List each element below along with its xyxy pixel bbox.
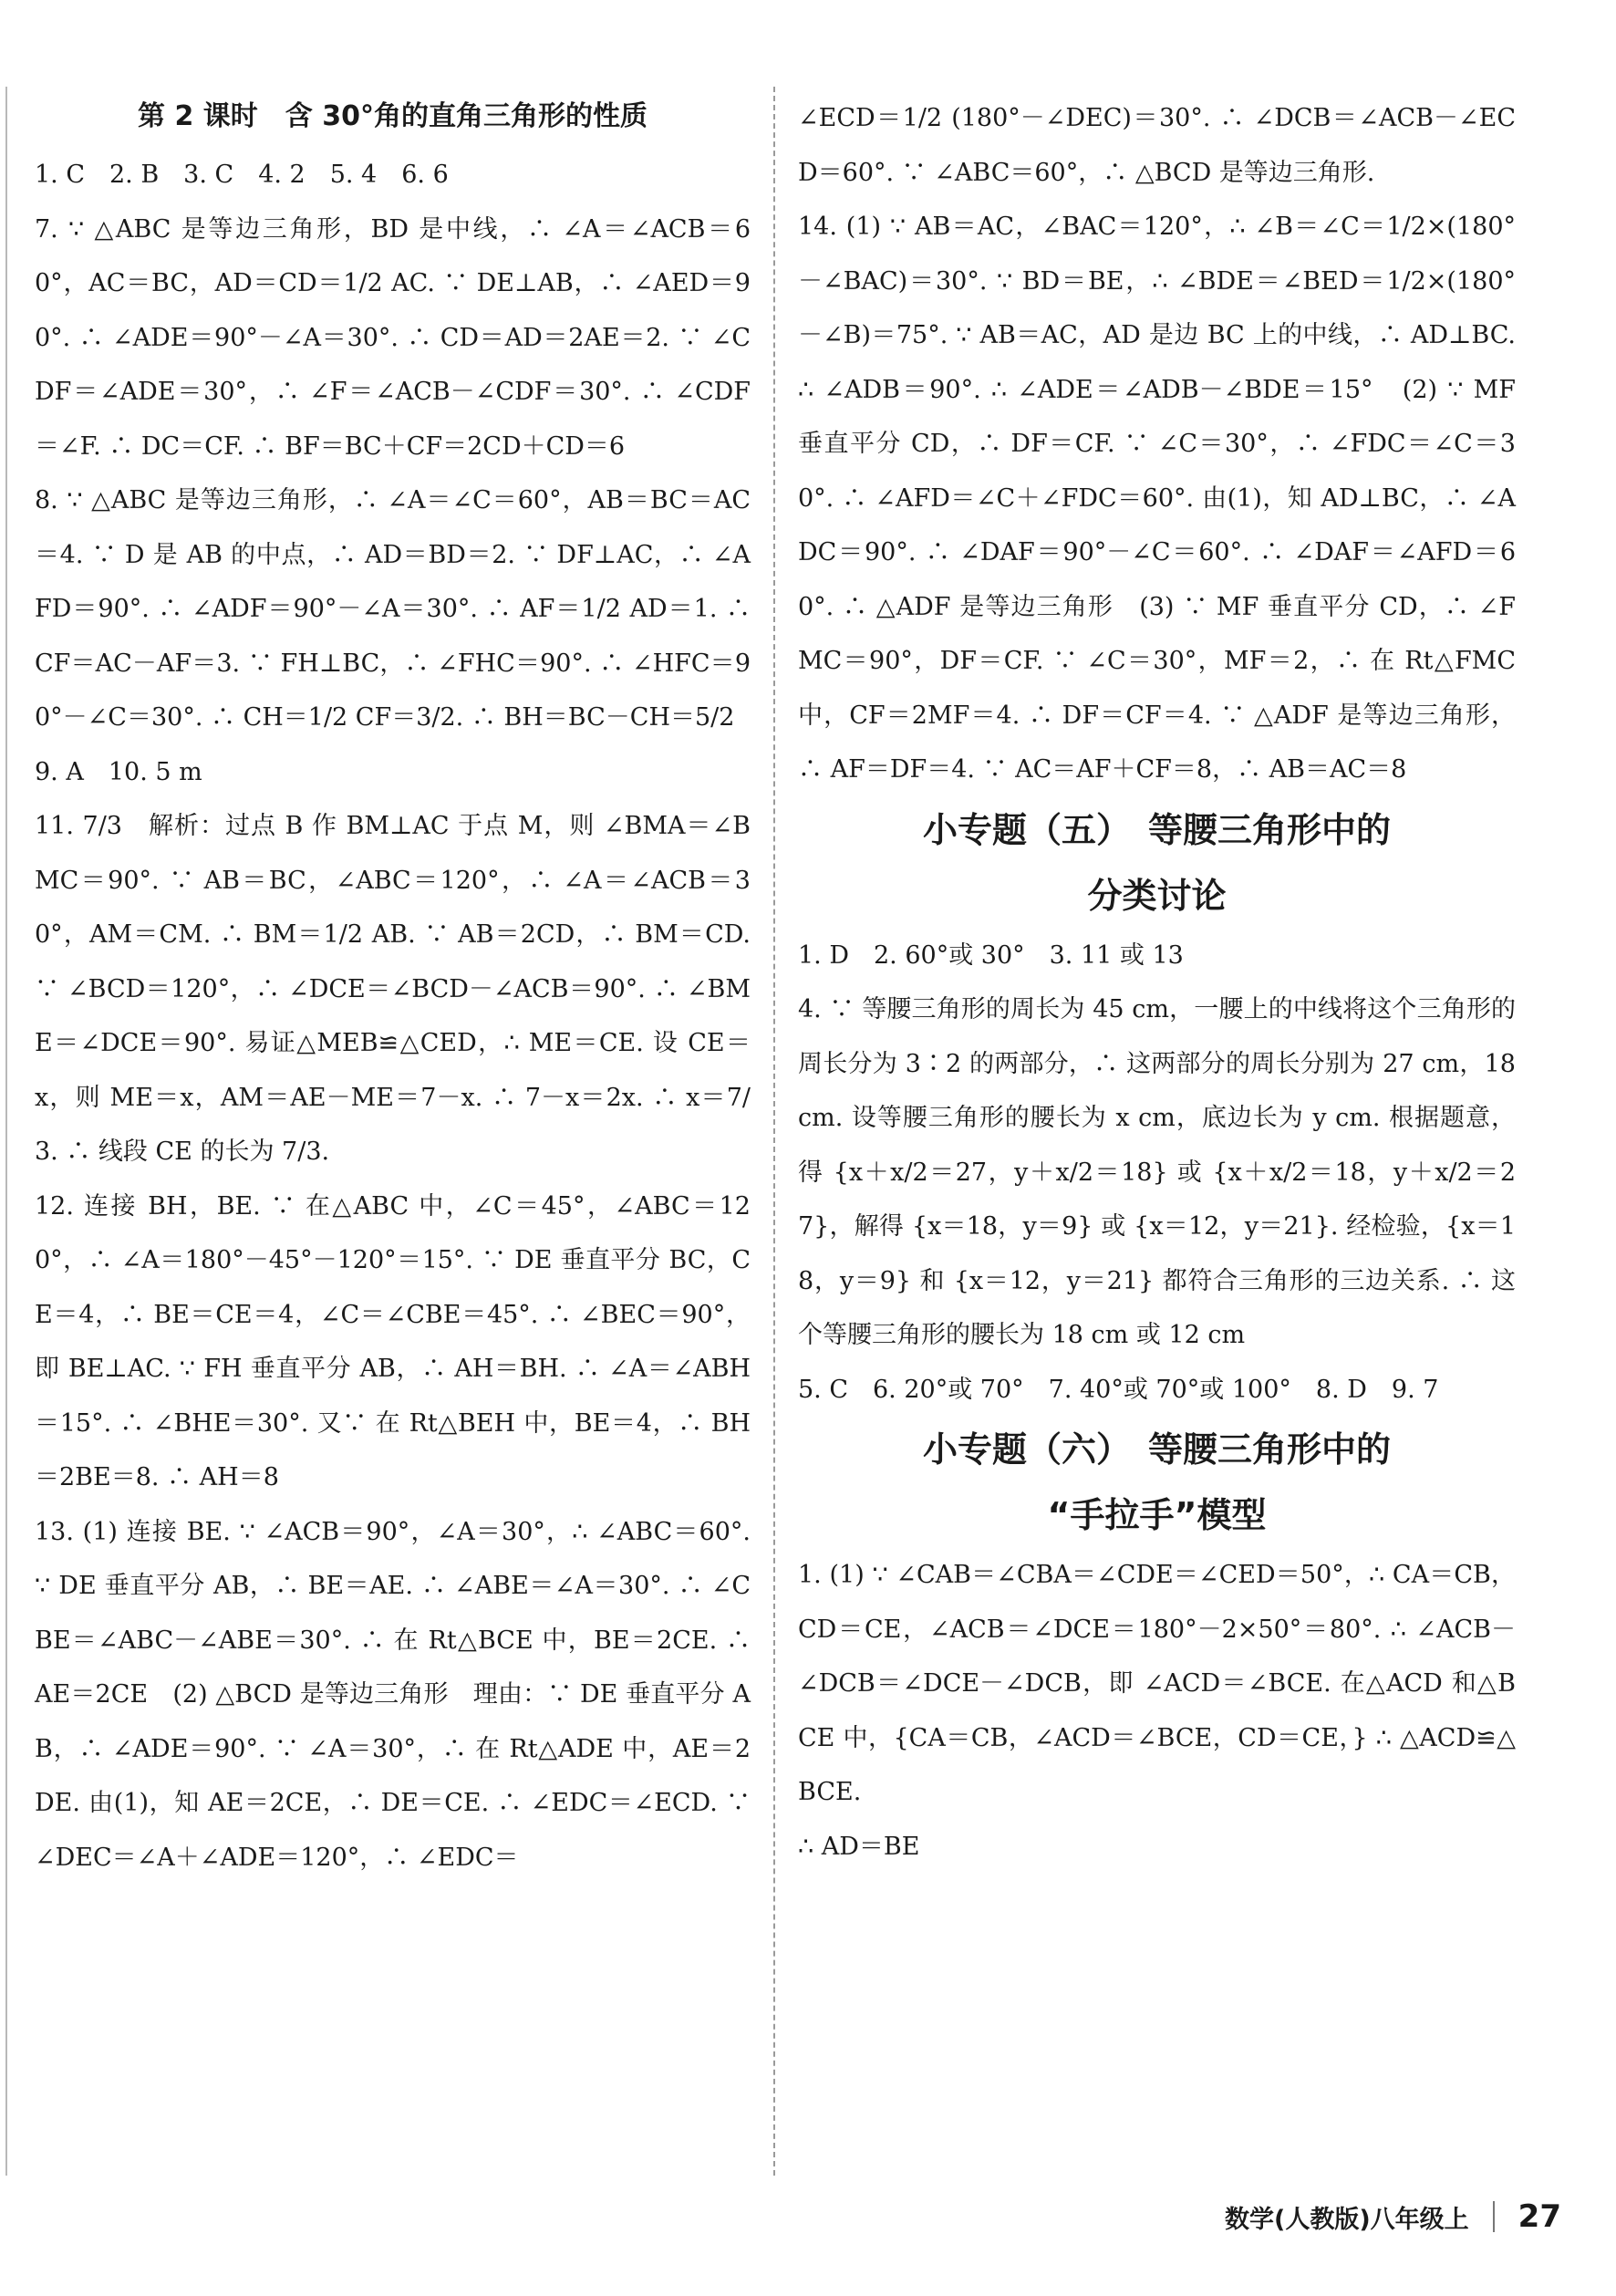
- section-title-line: 小专题（五） 等腰三角形中的: [922, 809, 1391, 850]
- right-column: [798, 91, 1524, 1874]
- left-column: [35, 91, 759, 1885]
- section-title-line: 小专题（六） 等腰三角形中的: [922, 1429, 1391, 1470]
- answer-paragraph: 7. ∵ △ABC 是等边三角形，BD 是中线，∴ ∠A＝∠ACB＝60°，AC＝BC，AD＝CD＝1/2 AC. ∵ DE⊥AB，∴ ∠AED＝90°. ∴ ∠ADE＝90°－∠A＝30°. ∴ CD＝AD＝2AE＝2. ∵ ∠CDF＝∠ADE＝30°，∴ ∠F＝∠ACB－∠CDF＝30°. ∴ ∠CDF＝∠F. ∴ DC＝CF. ∴ BF＝BC＋CF＝2CD＋CD＝6: [35, 214, 751, 461]
- footer-subject: 数学(人教版)八年级上: [1224, 2205, 1469, 2234]
- binding-edge-line: [5, 87, 7, 2176]
- footer-divider: [1493, 2201, 1495, 2232]
- answer-paragraph: 1. C 2. B 3. C 4. 2 5. 4 6. 6: [35, 161, 449, 189]
- answer-paragraph: 1. D 2. 60°或 30° 3. 11 或 13: [798, 940, 1184, 970]
- answer-paragraph: 13. (1) 连接 BE. ∵ ∠ACB＝90°，∠A＝30°，∴ ∠ABC＝60°. ∵ DE 垂直平分 AB，∴ BE＝AE. ∴ ∠ABE＝∠A＝30°. ∴ ∠CBE＝∠ABC－∠ABE＝30°. ∴ 在 Rt△BCE 中，BE＝2CE. ∴ AE＝2CE (2) △BCD 是等边三角形 理由：∵ DE 垂直平分 AB，∴ ∠ADE＝90°. ∵ ∠A＝30°，∴ 在 Rt△ADE 中，AE＝2DE. 由(1)，知 AE＝2CE，∴ DE＝CE. ∴ ∠EDC＝∠ECD. ∵ ∠DEC＝∠A＋∠ADE＝120°，∴ ∠EDC＝: [35, 1517, 759, 1872]
- answer-paragraph: 9. A 10. 5 m: [35, 757, 202, 786]
- lesson-title: 第 2 课时 含 30°角的直角三角形的性质: [138, 100, 647, 132]
- page-footer: [1225, 2197, 1561, 2237]
- section-title: [798, 797, 1516, 929]
- answer-paragraph: 12. 连接 BH，BE. ∵ 在△ABC 中，∠C＝45°，∠ABC＝120°，∴ ∠A＝180°－45°－120°＝15°. ∵ DE 垂直平分 BC，CE＝4，∴ BE＝CE＝4，∠C＝∠CBE＝45°. ∴ ∠BEC＝90°，即 BE⊥AC. ∵ FH 垂直平分 AB，∴ AH＝BH. ∴ ∠A＝∠ABH＝15°. ∴ ∠BHE＝30°. 又∵ 在 Rt△BEH 中，BE＝4，∴ BH＝2BE＝8. ∴ AH＝8: [35, 1191, 751, 1491]
- answer-paragraph: ∠ECD＝1/2 (180°－∠DEC)＝30°. ∴ ∠DCB＝∠ACB－∠ECD＝60°. ∵ ∠ABC＝60°，∴ △BCD 是等边三角形.: [798, 104, 1516, 187]
- answer-paragraph: 11. 7/3 解析：过点 B 作 BM⊥AC 于点 M，则 ∠BMA＝∠BMC＝90°. ∵ AB＝BC，∠ABC＝120°，∴ ∠A＝∠ACB＝30°，AM＝CM. ∴ BM＝1/2 AB. ∵ AB＝2CD，∴ BM＝CD. ∵ ∠BCD＝120°，∴ ∠DCE＝∠BCD－∠ACB＝90°. ∴ ∠BME＝∠DCE＝90°. 易证△MEB≌△CED，∴ ME＝CE. 设 CE＝x，则 ME＝x，AM＝AE－ME＝7－x. ∴ 7－x＝2x. ∴ x＝7/3. ∴ 线段 CE 的长为 7/3.: [35, 812, 759, 1166]
- section-title-line: “手拉手”模型: [1047, 1495, 1267, 1535]
- section-title: [798, 1417, 1516, 1548]
- answer-paragraph: 5. C 6. 20°或 70° 7. 40°或 70°或 100° 8. D 9. 7: [798, 1375, 1439, 1404]
- answer-paragraph: 1. (1) ∵ ∠CAB＝∠CBA＝∠CDE＝∠CED＝50°，∴ CA＝CB，CD＝CE，∠ACB＝∠DCE＝180°－2×50°＝80°. ∴ ∠ACB－∠DCB＝∠DCE－∠DCB，即 ∠ACD＝∠BCE. 在△ACD 和△BCE 中，{CA＝CB，∠ACD＝∠BCE，CD＝CE，} ∴ △ACD≌△BCE.: [798, 1561, 1516, 1806]
- answer-paragraph: 14. (1) ∵ AB＝AC，∠BAC＝120°，∴ ∠B＝∠C＝1/2×(180°－∠BAC)＝30°. ∵ BD＝BE，∴ ∠BDE＝∠BED＝1/2×(180°－∠B)＝75°. ∵ AB＝AC，AD 是边 BC 上的中线，∴ AD⊥BC. ∴ ∠ADB＝90°. ∴ ∠ADE＝∠ADB－∠BDE＝15° (2) ∵ MF 垂直平分 CD，∴ DF＝CF. ∵ ∠C＝30°，∴ ∠FDC＝∠C＝30°. ∴ ∠AFD＝∠C＋∠FDC＝60°. 由(1)，知 AD⊥BC，∴ ∠ADC＝90°. ∴ ∠DAF＝90°－∠C＝60°. ∴ ∠DAF＝∠AFD＝60°. ∴ △ADF 是等边三角形 (3) ∵ MF 垂直平分 CD，∴ ∠FMC＝90°，DF＝CF. ∵ ∠C＝30°，MF＝2，∴ 在 Rt△FMC 中，CF＝2MF＝4. ∴ DF＝CF＝4. ∵ △ADF 是等边三角形，∴ AF＝DF＝4. ∵ AC＝AF＋CF＝8，∴ AB＝AC＝8: [798, 213, 1524, 784]
- page-number: 27: [1518, 2198, 1561, 2235]
- column-divider: [773, 87, 775, 2176]
- answer-paragraph: 8. ∵ △ABC 是等边三角形，∴ ∠A＝∠C＝60°，AB＝BC＝AC＝4. ∵ D 是 AB 的中点，∴ AD＝BD＝2. ∵ DF⊥AC，∴ ∠AFD＝90°. ∴ ∠ADF＝90°－∠A＝30°. ∴ AF＝1/2 AD＝1. ∴ CF＝AC－AF＝3. ∵ FH⊥BC，∴ ∠FHC＝90°. ∴ ∠HFC＝90°－∠C＝30°. ∴ CH＝1/2 CF＝3/2. ∴ BH＝BC－CH＝5/2: [35, 486, 759, 732]
- answer-paragraph: ∴ AD＝BE: [798, 1832, 920, 1861]
- section-title-line: 分类讨论: [1087, 875, 1227, 916]
- answer-paragraph: 4. ∵ 等腰三角形的周长为 45 cm，一腰上的中线将这个三角形的周长分为 3∶2 的两部分，∴ 这两部分的周长分别为 27 cm，18 cm. 设等腰三角形的腰长为 x cm，底边长为 y cm. 根据题意，得 {x＋x/2＝27，y＋x/2＝18} 或 {x＋x/2＝18，y＋x/2＝27}，解得 {x＝18，y＝9} 或 {x＝12，y＝21}. 经检验，{x＝18，y＝9} 和 {x＝12，y＝21} 都符合三角形的三边关系. ∴ 这个等腰三角形的腰长为 18 cm 或 12 cm: [798, 995, 1524, 1349]
